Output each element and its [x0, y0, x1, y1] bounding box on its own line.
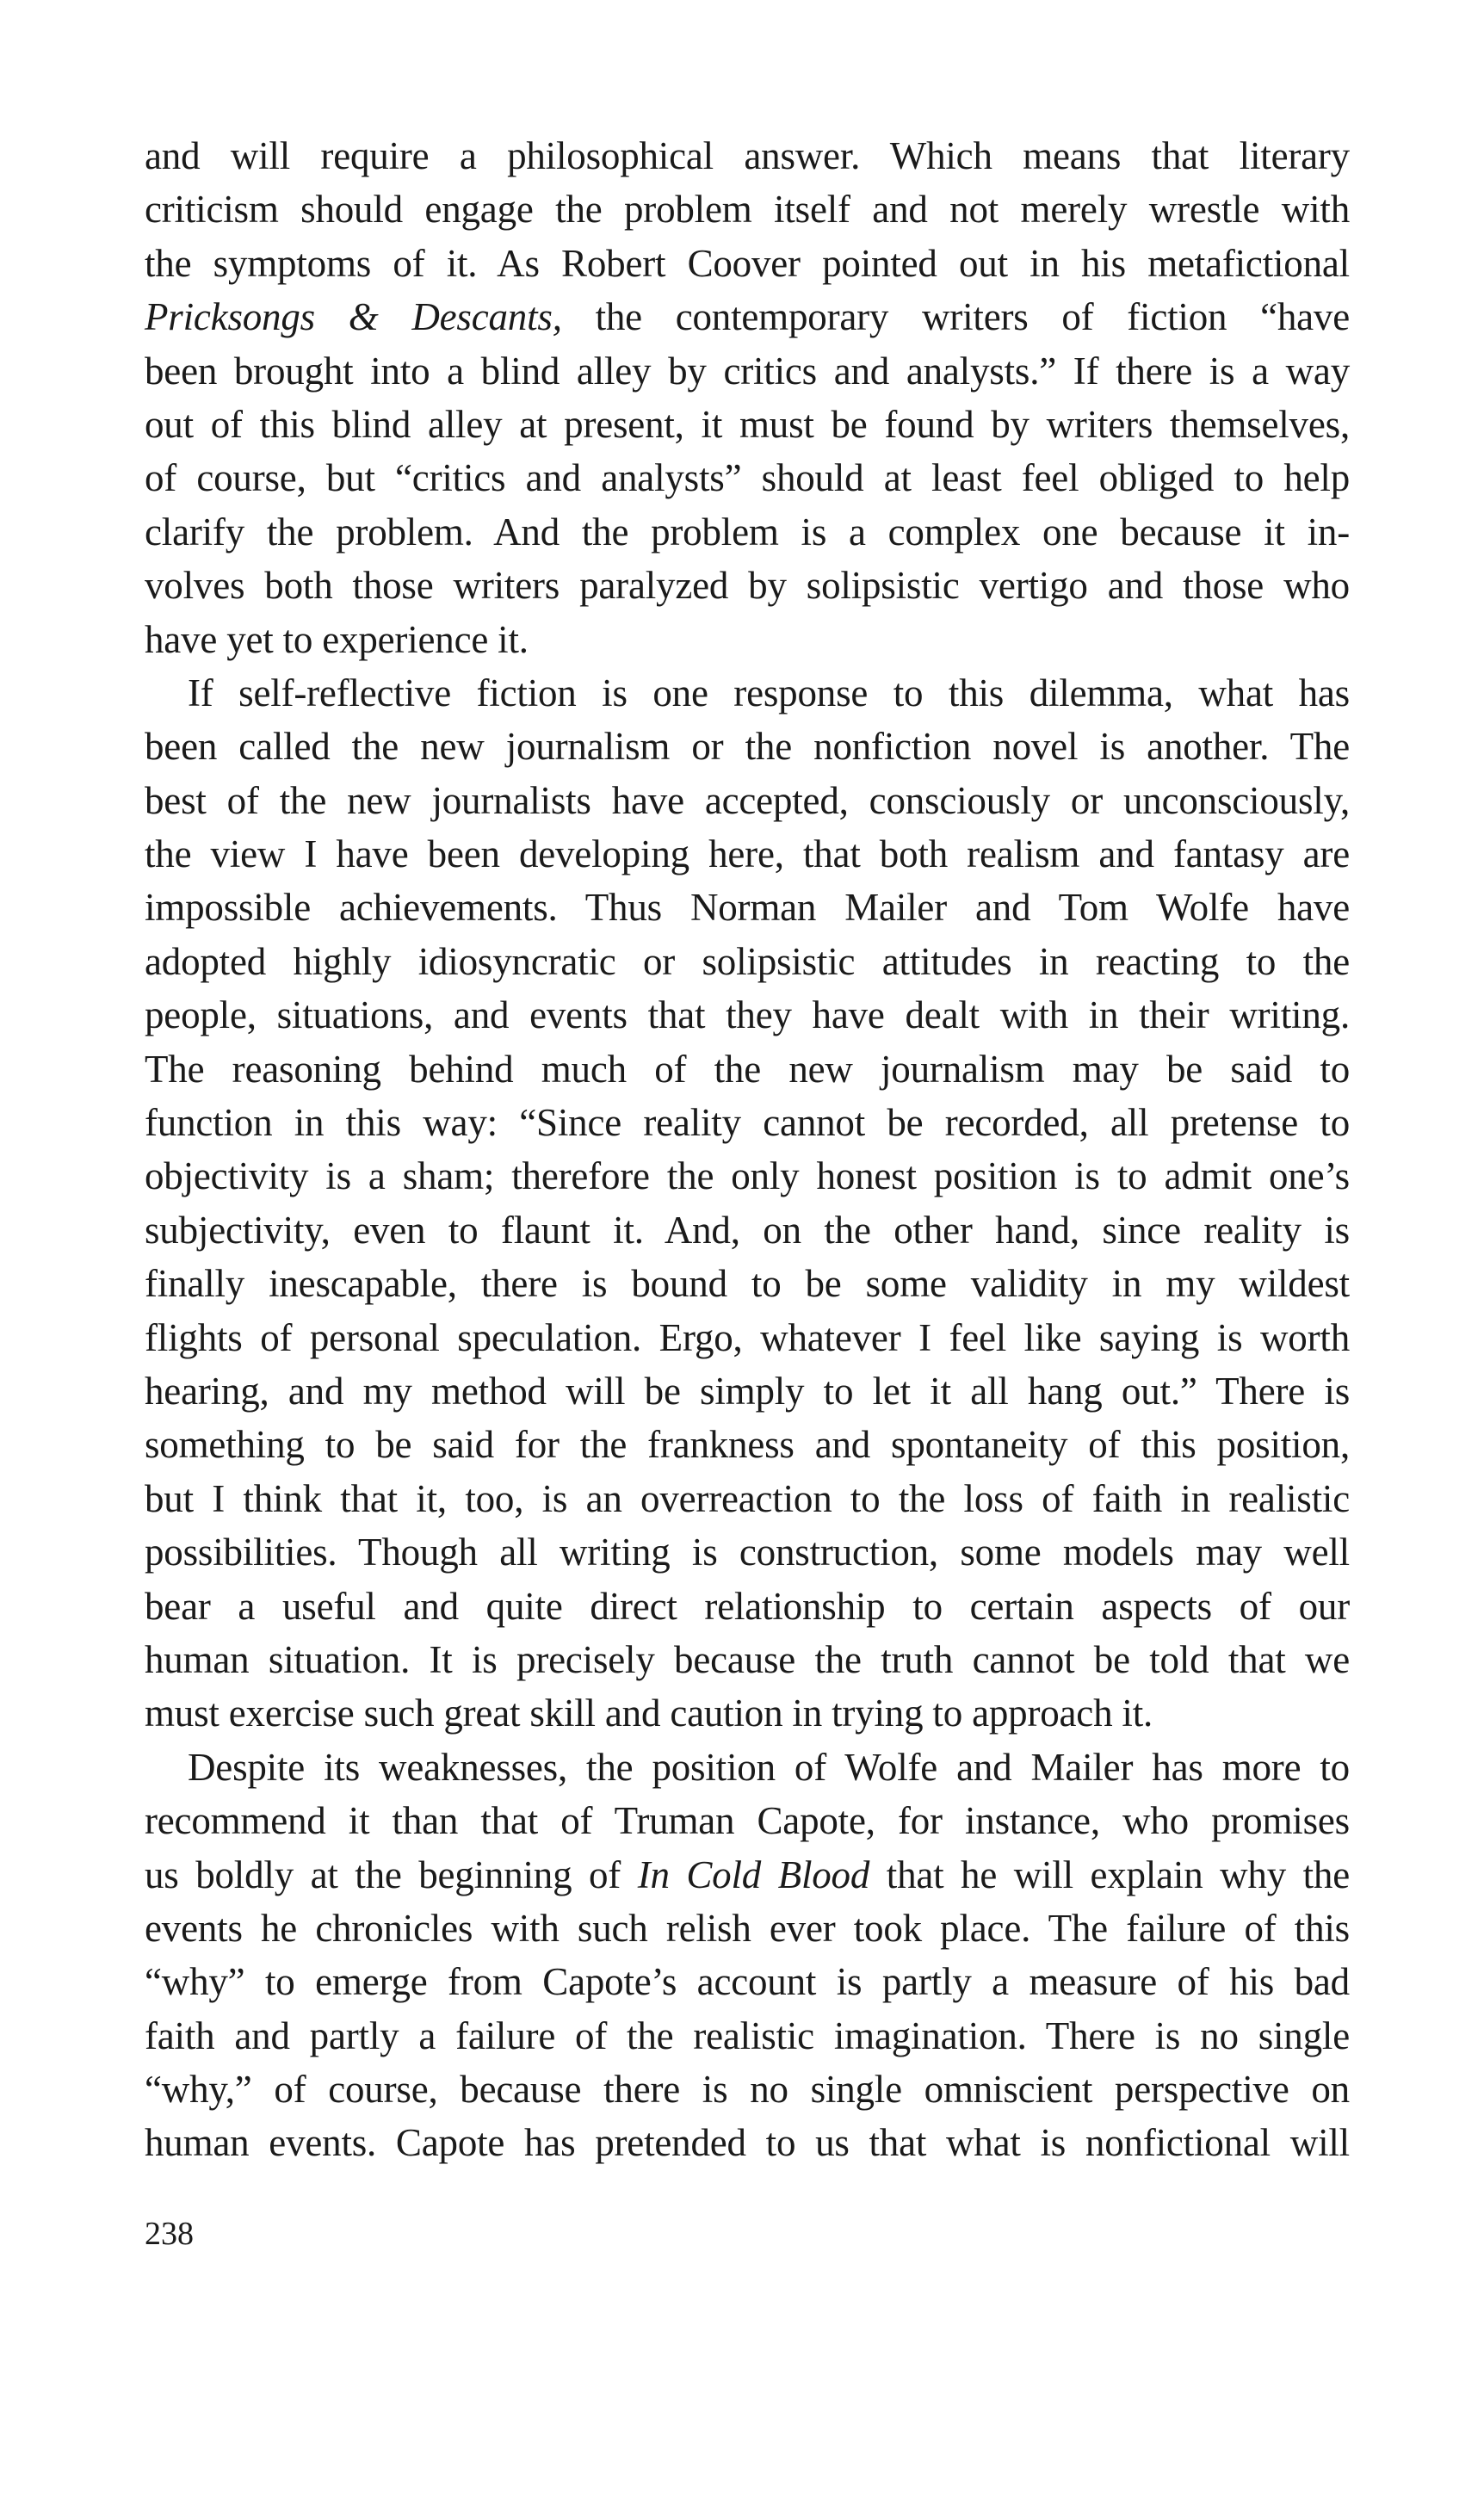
- text-run: something to be said for the frankness and spontaneity of this position,: [145, 1423, 1350, 1467]
- text-line: [145, 1311, 1350, 1364]
- text-run: adopted highly idiosyncratic or solipsistic attitudes in reacting to the: [145, 939, 1350, 983]
- text-line: [145, 237, 1350, 290]
- text-run: bear a useful and quite direct relationship to certain aspects of our: [145, 1584, 1350, 1628]
- text-run: objectivity is a sham; therefore the only honest position is to admit one’s: [145, 1154, 1350, 1198]
- text-line: [145, 505, 1350, 559]
- text-line: [145, 1741, 1350, 1794]
- text-line: [145, 935, 1350, 988]
- text-run: that he will explain why the: [869, 1852, 1350, 1896]
- text-line: [145, 129, 1350, 182]
- text-line: [145, 290, 1350, 343]
- text-run: function in this way: “Since reality cannot be recorded, all pretense to: [145, 1101, 1350, 1145]
- text-line: [145, 1096, 1350, 1149]
- text-line: [145, 1525, 1350, 1579]
- text-run: us boldly at the beginning of: [145, 1852, 638, 1896]
- text-line: [145, 559, 1350, 612]
- text-line: [145, 451, 1350, 504]
- text-line: [145, 1902, 1350, 1955]
- text-line: [145, 988, 1350, 1042]
- text-line: [145, 2063, 1350, 2116]
- text-line: [145, 1364, 1350, 1418]
- text-run: clarify the problem. And the problem is a complex one because it in-: [145, 510, 1350, 554]
- page-number: 238: [145, 2216, 194, 2252]
- text-line: [145, 1418, 1350, 1471]
- text-run: of course, but “critics and analysts” should at least feel obliged to help: [145, 456, 1350, 500]
- text-line: [145, 666, 1350, 720]
- text-line: [145, 1955, 1350, 2008]
- text-line: [145, 613, 1350, 666]
- text-line: [145, 1149, 1350, 1203]
- text-run: out of this blind alley at present, it must be found by writers themselves,: [145, 402, 1350, 446]
- text-run: “why” to emerge from Capote’s account is partly a measure of his bad: [145, 1960, 1350, 2004]
- text-line: [145, 2116, 1350, 2169]
- text-run: the contemporary writers of fiction “have: [561, 295, 1350, 339]
- text-line: [145, 1257, 1350, 1310]
- page-body: [145, 129, 1350, 2170]
- text-run: faith and partly a failure of the realistic imagination. There is no single: [145, 2013, 1350, 2057]
- text-line: [145, 1580, 1350, 1633]
- text-run: the symptoms of it. As Robert Coover pointed out in his metafictional: [145, 241, 1350, 285]
- text-line: [145, 720, 1350, 773]
- text-line: [145, 1686, 1350, 1740]
- text-line: [145, 398, 1350, 451]
- text-run: finally inescapable, there is bound to be some validity in my wildest: [145, 1262, 1350, 1306]
- text-run: flights of personal speculation. Ergo, whatever I feel like saying is worth: [145, 1315, 1350, 1359]
- text-line: [145, 881, 1350, 934]
- italic-title: Pricksongs & Descants,: [145, 295, 562, 339]
- text-run: been brought into a blind alley by critics and analysts.” If there is a way: [145, 349, 1350, 393]
- text-run: been called the new journalism or the nonfiction novel is another. The: [145, 725, 1350, 769]
- text-run: and will require a philosophical answer. Which means that literary: [145, 134, 1350, 177]
- text-run: criticism should engage the problem itself and not merely wrestle with: [145, 188, 1350, 232]
- text-run: have yet to experience it.: [145, 617, 529, 661]
- text-run: If self-reflective fiction is one response to this dilemma, what has: [188, 671, 1350, 714]
- text-run: Despite its weaknesses, the position of Wolfe and Mailer has more to: [188, 1745, 1350, 1789]
- text-run: people, situations, and events that they have dealt with in their writing.: [145, 993, 1350, 1037]
- text-run: must exercise such great skill and caution in trying to approach it.: [145, 1692, 1153, 1735]
- text-line: [145, 1848, 1350, 1902]
- text-line: [145, 2009, 1350, 2063]
- text-run: events he chronicles with such relish ever took place. The failure of this: [145, 1906, 1350, 1950]
- text-line: [145, 1633, 1350, 1686]
- text-run: impossible achievements. Thus Norman Mailer and Tom Wolfe have: [145, 886, 1350, 930]
- text-run: volves both those writers paralyzed by solipsistic vertigo and those who: [145, 564, 1350, 608]
- text-run: subjectivity, even to flaunt it. And, on the other hand, since reality is: [145, 1208, 1350, 1252]
- text-line: [145, 1472, 1350, 1525]
- text-run: recommend it than that of Truman Capote, for instance, who promises: [145, 1799, 1350, 1843]
- text-run: but I think that it, too, is an overreaction to the loss of faith in realistic: [145, 1476, 1350, 1520]
- text-run: possibilities. Though all writing is construction, some models may well: [145, 1531, 1350, 1574]
- text-run: human events. Capote has pretended to us that what is nonfictional will: [145, 2121, 1350, 2165]
- text-line: [145, 1794, 1350, 1847]
- text-line: [145, 827, 1350, 881]
- text-run: best of the new journalists have accepted, consciously or unconsciously,: [145, 778, 1350, 822]
- text-run: hearing, and my method will be simply to let it all hang out.” There is: [145, 1369, 1350, 1413]
- text-line: [145, 182, 1350, 236]
- text-run: The reasoning behind much of the new journalism may be said to: [145, 1047, 1350, 1091]
- text-run: the view I have been developing here, that both realism and fantasy are: [145, 832, 1350, 876]
- text-run: human situation. It is precisely because the truth cannot be told that we: [145, 1637, 1350, 1681]
- text-line: [145, 344, 1350, 398]
- text-run: “why,” of course, because there is no single omniscient perspective on: [145, 2068, 1350, 2112]
- text-line: [145, 774, 1350, 827]
- italic-title: In Cold Blood: [637, 1852, 870, 1896]
- text-line: [145, 1042, 1350, 1096]
- text-line: [145, 1203, 1350, 1257]
